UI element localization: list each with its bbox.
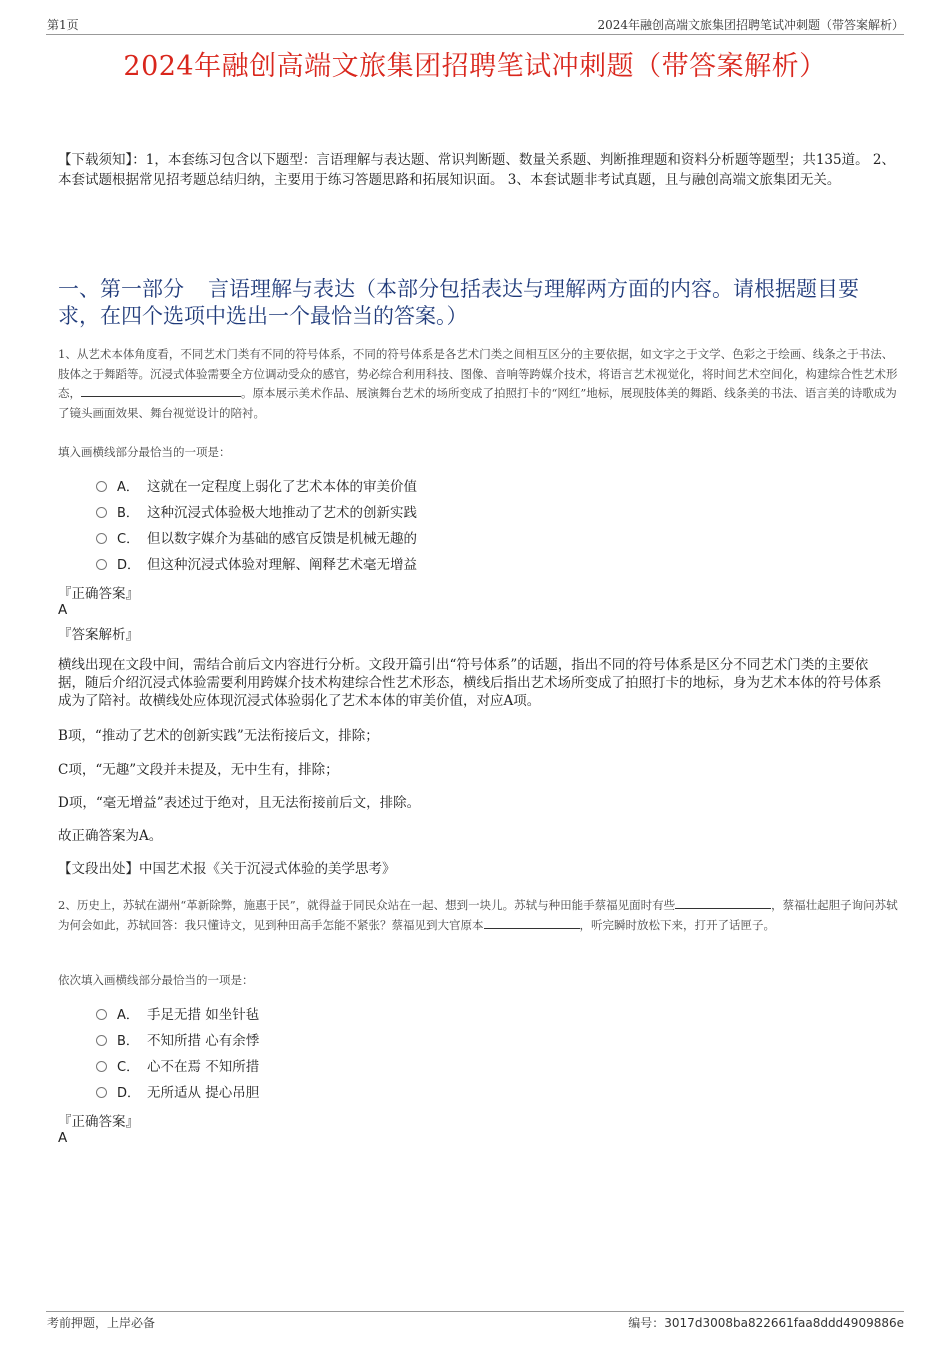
radio-icon[interactable] <box>96 1087 107 1098</box>
footer-code-label: 编号： <box>628 1316 665 1330</box>
page-title: 2024年融创高端文旅集团招聘笔试冲刺题（带答案解析） <box>123 51 827 82</box>
question-1-stem <box>58 345 898 423</box>
radio-icon[interactable] <box>96 559 107 570</box>
option-text: 但这种沉浸式体验对理解、阐释艺术毫无增益 <box>147 557 417 573</box>
question-2-text-a: 2、历史上，苏轼在湖州“革新除弊，施惠于民”，就得益于同民众站在一起、想到一块儿。苏轼与种田能手蔡福见面时有些 <box>58 898 676 912</box>
question-2-answer: A <box>58 1130 68 1146</box>
question-1-text-a: 1、从艺术本体角度看，不同艺术门类有不同的符号体系，不同的符号体系是各艺术门类之间相互区分的主要依据，如文字之于文学、色彩之于绘画、线条之于书法、肢体之于舞蹈等。沉浸式体验需要全方位调动受众的感官，势必综合利用科技、图像、音响等跨媒介技术，将语言艺术视觉化，将时间艺术空间化，构建综合性艺术形态， <box>58 347 898 400</box>
option-letter: A． <box>117 479 139 495</box>
question-1-analysis-main: 横线出现在文段中间，需结合前后文内容进行分析。文段开篇引出“符号体系”的话题，指出不同的符号体系是区分不同艺术门类的主要依据，随后介绍沉浸式体验需要利用跨媒介技术构建综合性艺术形态，横线后指出艺术场所变成了拍照打卡的地标，身为艺术本体的符号体系成为了陪衬。故横线处应体现沉浸式体验弱化了艺术本体的审美价值，对应A项。 <box>58 657 882 709</box>
question-1-blank <box>81 384 241 397</box>
question-1-source: 【文段出处】中国艺术报《关于沉浸式体验的美学思考》 <box>58 861 396 877</box>
footer-divider <box>46 1311 904 1312</box>
option-text: 但以数字媒介为基础的感官反馈是机械无趣的 <box>147 531 417 547</box>
option-c[interactable] <box>96 1052 259 1078</box>
radio-icon[interactable] <box>96 1009 107 1020</box>
radio-icon[interactable] <box>96 481 107 492</box>
option-a[interactable] <box>96 1000 259 1026</box>
option-text: 心不在焉 不知所措 <box>147 1059 260 1075</box>
question-2-text-c: ，听完瞬时放松下来，打开了话匣子。 <box>579 917 775 932</box>
option-letter: D． <box>117 557 141 573</box>
section-heading <box>58 276 898 330</box>
page-number: 第1页 <box>47 18 79 32</box>
option-b[interactable] <box>96 1026 259 1052</box>
question-1-answer-label: 『正确答案』 <box>58 586 139 602</box>
option-letter: A． <box>117 1007 139 1023</box>
footer-code <box>628 1314 904 1331</box>
question-1-analysis-c: C项，“无趣”文段并未提及，无中生有，排除； <box>58 762 339 778</box>
question-1-options <box>96 472 417 576</box>
download-notice: 【下载须知】：1，本套练习包含以下题型：言语理解与表达题、常识判断题、数量关系题、判断推理题和资料分析题等题型；共135道。 2、本套试题根据常见招考题总结归纳，主要用于练习答题思路和拓展知识面。 3、本套试题非考试真题，且与融创高端文旅集团无关。 <box>58 152 895 188</box>
option-text: 手足无措 如坐针毡 <box>147 1007 260 1023</box>
option-text: 无所适从 提心吊胆 <box>147 1085 260 1101</box>
radio-icon[interactable] <box>96 1061 107 1072</box>
option-a[interactable] <box>96 472 417 498</box>
option-text: 这种沉浸式体验极大地推动了艺术的创新实践 <box>147 505 417 521</box>
option-d[interactable] <box>96 1078 259 1104</box>
option-letter: D． <box>117 1085 141 1101</box>
radio-icon[interactable] <box>96 533 107 544</box>
section-part: 一、第一部分 <box>58 277 184 301</box>
question-1-analysis-b: B项，“推动了艺术的创新实践”无法衔接后文，排除； <box>58 728 379 744</box>
footer-slogan: 考前押题，上岸必备 <box>47 1316 156 1330</box>
option-d[interactable] <box>96 550 417 576</box>
footer-code-value: 3017d3008ba822661faa8ddd4909886e <box>664 1316 904 1330</box>
radio-icon[interactable] <box>96 1035 107 1046</box>
question-1-answer: A <box>58 602 68 618</box>
question-2-blank-2 <box>484 916 580 929</box>
section-title: 言语理解与表达（本部分包括表达与理解两方面的内容。请根据题目要求，在四个选项中选出一个最恰当的答案。） <box>58 277 859 328</box>
option-c[interactable] <box>96 524 417 550</box>
option-b[interactable] <box>96 498 417 524</box>
option-text: 这就在一定程度上弱化了艺术本体的审美价值 <box>147 479 417 495</box>
question-2-stem <box>58 896 898 935</box>
question-2-blank-1 <box>675 896 771 909</box>
option-letter: B． <box>117 505 139 521</box>
question-2-text-b: ，蔡福壮起胆子询问苏轼为何会如此，苏轼回答：我只懂诗文，见到种田高手怎能不紧张？蔡福见到大官原本 <box>58 898 898 932</box>
header-divider <box>46 34 904 35</box>
question-2-prompt: 依次填入画横线部分最恰当的一项是： <box>58 973 254 987</box>
question-1-conclusion: 故正确答案为A。 <box>58 828 163 844</box>
question-1-text-b: 。原本展示美术作品、展演舞台艺术的场所变成了拍照打卡的“网红”地标，展现肢体美的舞蹈、线条美的书法、语言美的诗歌成为了镜头画面效果、舞台视觉设计的陪衬。 <box>58 386 897 420</box>
question-2-answer-label: 『正确答案』 <box>58 1114 139 1130</box>
option-text: 不知所措 心有余悸 <box>147 1033 260 1049</box>
question-1-analysis-label: 『答案解析』 <box>58 627 139 643</box>
question-1-analysis-d: D项，“毫无增益”表述过于绝对，且无法衔接前后文，排除。 <box>58 795 421 811</box>
question-1-prompt: 填入画横线部分最恰当的一项是： <box>58 445 231 459</box>
question-2-options <box>96 1000 259 1104</box>
radio-icon[interactable] <box>96 507 107 518</box>
option-letter: C． <box>117 1059 140 1075</box>
header-doc-title: 2024年融创高端文旅集团招聘笔试冲刺题（带答案解析） <box>597 18 904 32</box>
option-letter: C． <box>117 531 140 547</box>
option-letter: B． <box>117 1033 139 1049</box>
